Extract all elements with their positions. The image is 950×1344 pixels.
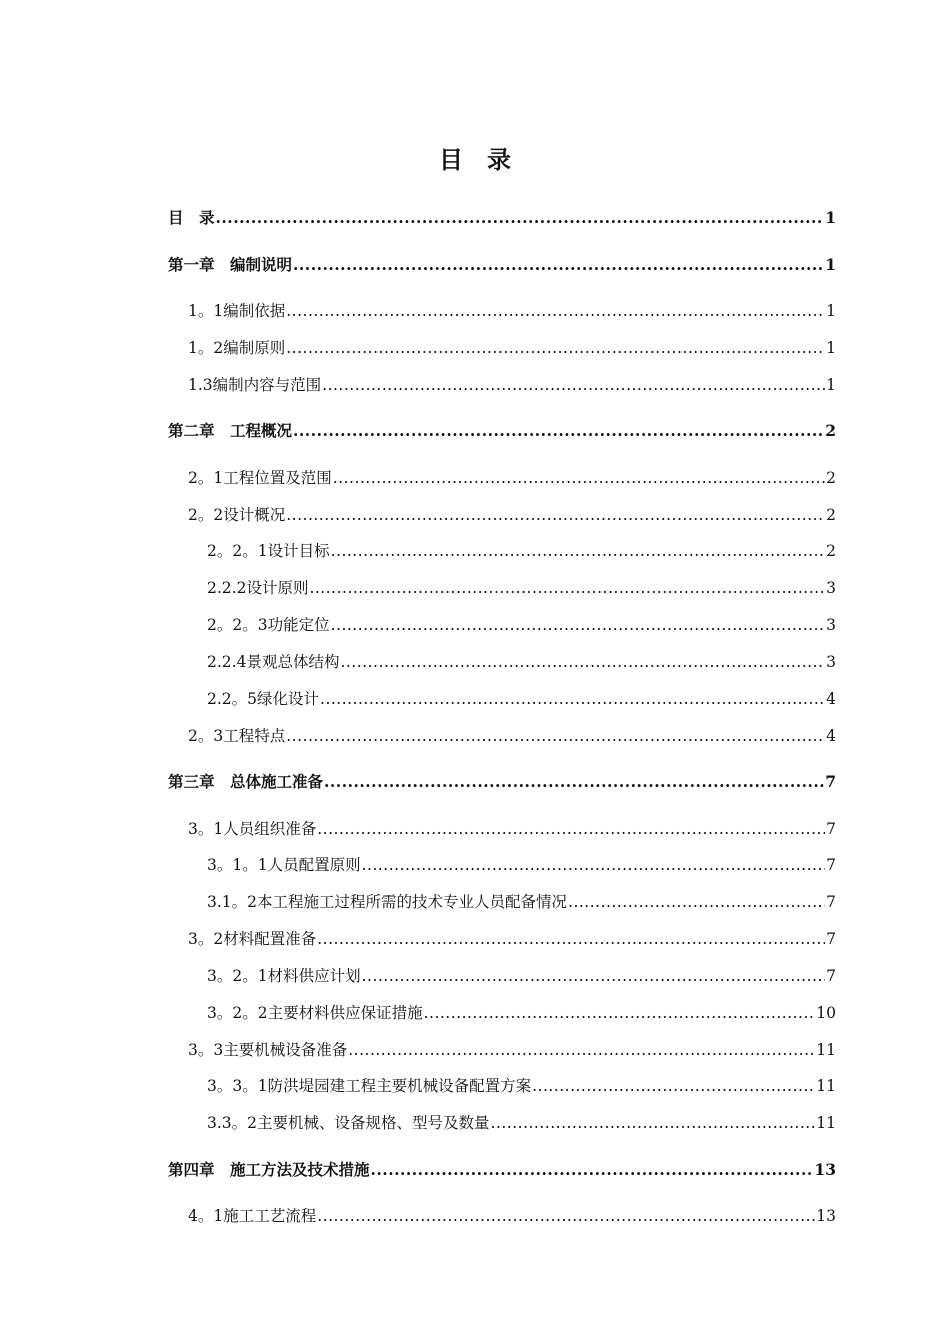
- toc-leader: [331, 538, 826, 564]
- toc-entry-label: 第一章 编制说明: [168, 255, 293, 274]
- toc-leader: [317, 926, 825, 952]
- toc-entry[interactable]: [188, 816, 836, 842]
- toc-entry-page: 1: [826, 376, 836, 394]
- toc-entry-label: 1.3编制内容与范围: [188, 376, 322, 394]
- toc-entry-page: 4: [826, 727, 836, 745]
- toc-leader: [286, 502, 825, 528]
- toc-entry-label: 3。2材料配置准备: [188, 930, 317, 948]
- toc-entry-label: 第二章 工程概况: [168, 421, 293, 440]
- toc-entry-page: 2: [826, 469, 836, 487]
- toc-entry[interactable]: [188, 298, 836, 324]
- toc-entry[interactable]: [188, 465, 836, 491]
- toc-entry-page: 3: [826, 653, 836, 671]
- toc-entry[interactable]: [207, 538, 836, 564]
- toc-entry[interactable]: [188, 1037, 836, 1063]
- toc-entry[interactable]: [207, 686, 836, 712]
- toc-leader: [324, 769, 824, 795]
- toc-entry-label: 3.1。2本工程施工过程所需的技术专业人员配备情况: [207, 893, 568, 911]
- toc-entry-page: 3: [826, 579, 836, 597]
- toc-entry[interactable]: [188, 723, 836, 749]
- toc-entry-page: 1: [826, 302, 836, 320]
- toc-entry-label: 4。1施工工艺流程: [188, 1207, 317, 1225]
- toc-leader: [293, 252, 824, 278]
- toc-entry-page: 7: [826, 967, 836, 985]
- toc-entry[interactable]: [207, 575, 836, 601]
- toc-leader: [286, 335, 825, 361]
- toc-leader: [371, 1157, 814, 1183]
- toc-entry-label: 第四章 施工方法及技术措施: [168, 1160, 370, 1179]
- toc-entry-label: 2.2.2设计原则: [207, 579, 309, 597]
- toc-entry-label: 3。2。2主要材料供应保证措施: [207, 1004, 423, 1022]
- toc-entry[interactable]: [207, 963, 836, 989]
- toc-entry-page: 7: [826, 820, 836, 838]
- toc-entry[interactable]: [207, 889, 836, 915]
- toc-entry-page: 7: [826, 856, 836, 874]
- toc-entry[interactable]: [168, 1157, 836, 1183]
- toc-entry-label: 2。2。3功能定位: [207, 616, 330, 634]
- toc-entry[interactable]: [168, 205, 836, 231]
- toc-entry-label: 2。2设计概况: [188, 506, 286, 524]
- toc-leader: [331, 612, 826, 638]
- toc-leader: [333, 465, 825, 491]
- toc-entry-label: 2.2。5绿化设计: [207, 690, 320, 708]
- toc-leader: [340, 649, 825, 675]
- toc-entry[interactable]: [207, 1073, 836, 1099]
- toc-leader: [491, 1110, 816, 1136]
- toc-entry-label: 3。1人员组织准备: [188, 820, 317, 838]
- toc-entry-page: 11: [816, 1077, 836, 1095]
- toc-entry[interactable]: [188, 926, 836, 952]
- toc-leader: [317, 816, 825, 842]
- toc-entry[interactable]: [168, 418, 836, 444]
- toc-entry-page: 1: [825, 208, 836, 227]
- toc-entry[interactable]: [168, 252, 836, 278]
- toc-entry-label: 2.2.4景观总体结构: [207, 653, 340, 671]
- toc-entry-page: 13: [814, 1160, 836, 1179]
- toc-leader: [362, 963, 826, 989]
- toc-entry-label: 2。2。1设计目标: [207, 542, 330, 560]
- toc-entry-page: 4: [826, 690, 836, 708]
- toc-leader: [320, 686, 825, 712]
- toc-entry-page: 1: [825, 255, 836, 274]
- toc-entry[interactable]: [188, 1203, 836, 1229]
- toc-leader: [322, 372, 825, 398]
- toc-entry-label: 2。1工程位置及范围: [188, 469, 332, 487]
- toc-leader: [532, 1073, 815, 1099]
- toc-entry[interactable]: [188, 335, 836, 361]
- toc-entry-page: 13: [816, 1207, 836, 1225]
- toc-entry-label: 3。1。1人员配置原则: [207, 856, 361, 874]
- toc-entry-page: 7: [826, 893, 836, 911]
- toc-entry-label: 目 录: [168, 208, 215, 227]
- toc-entry[interactable]: [207, 852, 836, 878]
- toc-entry[interactable]: [188, 502, 836, 528]
- toc-entry-label: 3。3。1防洪堤园建工程主要机械设备配置方案: [207, 1077, 532, 1095]
- toc-entry-label: 3。3主要机械设备准备: [188, 1041, 348, 1059]
- toc-leader: [362, 852, 826, 878]
- toc-entry[interactable]: [207, 1000, 836, 1026]
- toc-leader: [286, 298, 825, 324]
- toc-entry[interactable]: [207, 1110, 836, 1136]
- toc-entry-label: 2。3工程特点: [188, 727, 286, 745]
- toc-entry-label: 3。2。1材料供应计划: [207, 967, 361, 985]
- toc-entry-page: 2: [826, 542, 836, 560]
- toc-entry-page: 11: [816, 1114, 836, 1132]
- toc-entry-page: 11: [816, 1041, 836, 1059]
- toc-entry-page: 7: [825, 772, 836, 791]
- toc-leader: [568, 889, 825, 915]
- page-title: 目 录: [439, 145, 511, 174]
- toc-entry-page: 7: [826, 930, 836, 948]
- toc-entry[interactable]: [188, 372, 836, 398]
- toc-leader: [317, 1203, 815, 1229]
- toc-leader: [216, 205, 825, 231]
- toc-entry-label: 1。1编制依据: [188, 302, 286, 320]
- toc-entry-label: 3.3。2主要机械、设备规格、型号及数量: [207, 1114, 490, 1132]
- toc-entry-page: 1: [826, 339, 836, 357]
- toc-leader: [348, 1037, 815, 1063]
- toc-entry[interactable]: [168, 769, 836, 795]
- toc-entry[interactable]: [207, 649, 836, 675]
- toc-leader: [424, 1000, 816, 1026]
- toc-leader: [309, 575, 825, 601]
- toc-entry-label: 1。2编制原则: [188, 339, 286, 357]
- toc-entry-label: 第三章 总体施工准备: [168, 772, 324, 791]
- toc-leader: [286, 723, 825, 749]
- toc-entry-page: 2: [826, 506, 836, 524]
- toc-entry-page: 3: [826, 616, 836, 634]
- toc-entry[interactable]: [207, 612, 836, 638]
- toc-leader: [293, 418, 824, 444]
- toc-entry-page: 2: [825, 421, 836, 440]
- toc-entry-page: 10: [816, 1004, 836, 1022]
